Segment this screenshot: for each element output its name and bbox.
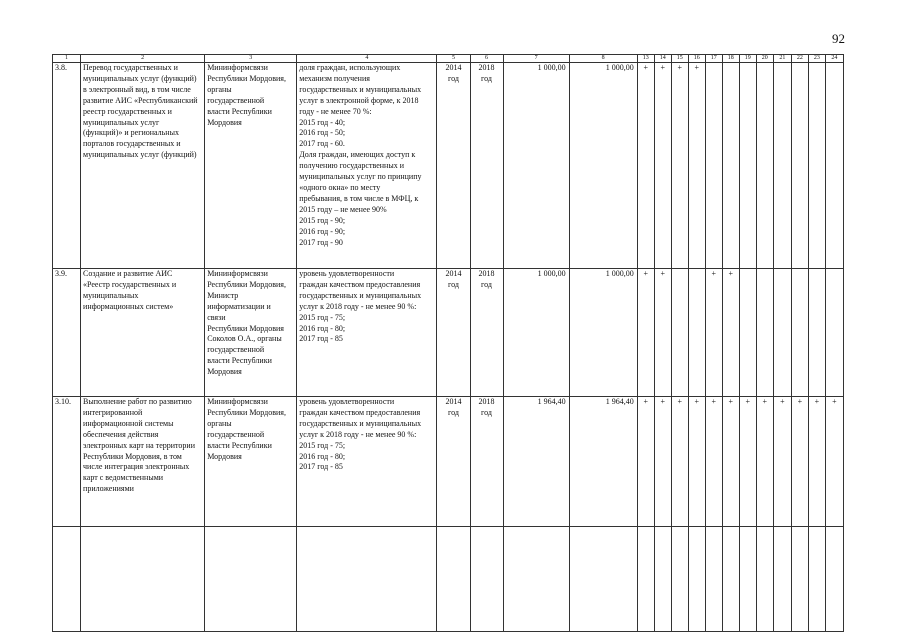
empty-cell — [739, 527, 756, 632]
mark-cell: + — [705, 397, 722, 527]
empty-cell — [437, 527, 470, 632]
text-line: 2015 год - 75; — [299, 440, 346, 450]
mark-cell — [688, 269, 705, 397]
end-year-cell — [470, 269, 503, 397]
mark-cell: + — [722, 269, 739, 397]
text-line: приложениями — [83, 484, 134, 494]
text-line: 2017 год - 85 — [299, 334, 343, 344]
mark-cell — [756, 63, 773, 269]
start-year-cell — [437, 269, 470, 397]
text-line: 2017 год - 60. — [299, 139, 345, 149]
text-line: Выполнение работ по развитию — [83, 397, 192, 406]
header-cell: 8 — [569, 55, 637, 63]
mark-cell: + — [688, 63, 705, 269]
indicator-cell — [297, 397, 437, 527]
text-line: 2016 год - 50; — [299, 128, 346, 138]
mark-cell — [825, 269, 843, 397]
measure-name-cell — [81, 269, 205, 397]
empty-cell — [297, 527, 437, 632]
table-row-empty — [53, 527, 844, 632]
text-line: уровень удовлетворенности — [299, 269, 395, 278]
amount-cell: 1 964,40 — [569, 397, 637, 527]
text-line: году - не менее 70 %: — [299, 106, 372, 116]
mark-cell: + — [705, 269, 722, 397]
start-year-cell — [437, 63, 470, 269]
mark-cell — [722, 63, 739, 269]
text-line: год — [481, 279, 492, 289]
mark-cell — [825, 63, 843, 269]
text-line: доля граждан, использующих — [299, 63, 401, 72]
mark-cell: + — [654, 269, 671, 397]
text-line: 2016 год - 80; — [299, 451, 346, 461]
indicator-cell — [297, 63, 437, 269]
indicator-cell — [297, 269, 437, 397]
mark-cell: + — [637, 63, 654, 269]
header-row — [53, 55, 844, 63]
text-line: услуг в электронной форме, к 2018 — [299, 95, 419, 105]
header-cell: 2 — [81, 55, 205, 63]
mark-cell: + — [671, 63, 688, 269]
executor-cell — [205, 397, 297, 527]
text-line: Республики Мордовия, в том — [83, 451, 182, 461]
mark-cell: + — [722, 397, 739, 527]
text-line: порталов государственных и — [83, 139, 181, 149]
text-line: информационных систем» — [83, 301, 174, 311]
text-line: Республики Мордовия — [207, 323, 284, 333]
header-cell: 24 — [825, 55, 843, 63]
header-cell: 21 — [773, 55, 791, 63]
mark-cell — [773, 63, 791, 269]
empty-cell — [569, 527, 637, 632]
text-line: (функций)» и региональных — [83, 128, 179, 138]
text-line: 2014 — [445, 63, 462, 72]
text-line: государственной — [207, 345, 265, 355]
empty-cell — [756, 527, 773, 632]
text-line: Мининформсвязи — [207, 63, 268, 72]
text-line: год — [448, 73, 459, 83]
header-cell: 14 — [654, 55, 671, 63]
mark-cell: + — [756, 397, 773, 527]
text-line: власти Республики — [207, 106, 272, 116]
empty-cell — [671, 527, 688, 632]
header-cell: 7 — [503, 55, 569, 63]
text-line: в электронный вид, в том числе — [83, 84, 191, 94]
empty-cell — [470, 527, 503, 632]
header-cell: 13 — [637, 55, 654, 63]
text-line: карт с ведомственными — [83, 473, 164, 483]
mark-cell: + — [637, 269, 654, 397]
start-year-cell — [437, 397, 470, 527]
text-line: Доля граждан, имеющих доступ к — [299, 150, 416, 160]
text-line: услуг к 2018 году - не менее 90 %: — [299, 429, 417, 439]
mark-cell: + — [791, 397, 808, 527]
end-year-cell — [470, 397, 503, 527]
mark-cell — [756, 269, 773, 397]
text-line: механизм получения — [299, 73, 370, 83]
text-line: пребывания, в том числе в МФЦ, к — [299, 193, 419, 203]
text-line: муниципальных услуг (функций) — [83, 73, 197, 83]
page-number: 92 — [832, 31, 845, 46]
mark-cell: + — [671, 397, 688, 527]
text-line: граждан качеством предоставления — [299, 279, 421, 289]
text-line: Мордовия — [207, 367, 242, 377]
text-line: Мининформсвязи — [207, 269, 268, 278]
table-row — [53, 63, 844, 269]
text-line: государственной — [207, 429, 265, 439]
text-line: год — [448, 279, 459, 289]
mark-cell — [705, 63, 722, 269]
text-line: Соколов О.А., органы — [207, 334, 282, 344]
row-number: 3.9. — [53, 269, 81, 397]
text-line: 2016 год - 80; — [299, 323, 346, 333]
header-cell: 17 — [705, 55, 722, 63]
text-line: власти Республики — [207, 440, 272, 450]
mark-cell: + — [825, 397, 843, 527]
text-line: Министр — [207, 290, 239, 300]
header-cell: 18 — [722, 55, 739, 63]
text-line: получению государственных и — [299, 161, 404, 171]
text-line: обеспечения действия — [83, 429, 159, 439]
total-amount-cell: 1 000,00 — [503, 63, 569, 269]
text-line: Создание и развитие АИС — [83, 269, 173, 278]
end-year-cell — [470, 63, 503, 269]
text-line: информационной системы — [83, 418, 174, 428]
text-line: связи — [207, 312, 226, 322]
text-line: государственных и муниципальных — [299, 290, 422, 300]
text-line: услуг к 2018 году - не менее 90 %: — [299, 301, 417, 311]
text-line: государственной — [207, 95, 265, 105]
header-cell: 6 — [470, 55, 503, 63]
empty-cell — [808, 527, 825, 632]
text-line: электронных карт на территории — [83, 440, 195, 450]
text-line: государственных и муниципальных — [299, 84, 422, 94]
text-line: 2015 году – не менее 90% — [299, 204, 387, 214]
text-line: 2018 — [478, 269, 495, 278]
empty-cell — [705, 527, 722, 632]
header-cell: 5 — [437, 55, 470, 63]
empty-cell — [81, 527, 205, 632]
header-cell: 1 — [53, 55, 81, 63]
text-line: «Реестр государственных и — [83, 279, 177, 289]
amount-cell: 1 000,00 — [569, 269, 637, 397]
mark-cell: + — [808, 397, 825, 527]
text-line: 2017 год - 90 — [299, 237, 343, 247]
amount-cell: 1 000,00 — [569, 63, 637, 269]
text-line: 2015 год - 75; — [299, 312, 346, 322]
mark-cell: + — [654, 63, 671, 269]
text-line: 2014 — [445, 397, 462, 406]
text-line: муниципальных услуг по принципу — [299, 172, 422, 182]
empty-cell — [722, 527, 739, 632]
text-line: интегрированной — [83, 407, 143, 417]
text-line: 2016 год - 90; — [299, 226, 346, 236]
mark-cell — [808, 63, 825, 269]
row-number: 3.10. — [53, 397, 81, 527]
text-line: 2017 год - 85 — [299, 462, 343, 472]
header-cell: 3 — [205, 55, 297, 63]
header-cell: 22 — [791, 55, 808, 63]
empty-cell — [773, 527, 791, 632]
text-line: год — [481, 407, 492, 417]
text-line: 2018 — [478, 397, 495, 406]
table-row — [53, 269, 844, 397]
mark-cell — [671, 269, 688, 397]
empty-cell — [53, 527, 81, 632]
text-line: 2014 — [445, 269, 462, 278]
measure-name-cell — [81, 397, 205, 527]
text-line: муниципальных услуг — [83, 117, 160, 127]
text-line: Республики Мордовия, — [207, 73, 286, 83]
mark-cell — [773, 269, 791, 397]
mark-cell — [791, 63, 808, 269]
mark-cell — [739, 269, 756, 397]
mark-cell: + — [773, 397, 791, 527]
header-cell: 23 — [808, 55, 825, 63]
text-line: год — [481, 73, 492, 83]
text-line: реестр государственных и — [83, 106, 172, 116]
total-amount-cell: 1 000,00 — [503, 269, 569, 397]
text-line: числе интеграция электронных — [83, 462, 190, 472]
text-line: Перевод государственных и — [83, 63, 178, 72]
text-line: Мордовия — [207, 117, 242, 127]
text-line: Республики Мордовия, — [207, 279, 286, 289]
text-line: 2018 — [478, 63, 495, 72]
mark-cell — [791, 269, 808, 397]
empty-cell — [825, 527, 843, 632]
header-cell: 16 — [688, 55, 705, 63]
measure-name-cell — [81, 63, 205, 269]
header-cell: 19 — [739, 55, 756, 63]
text-line: муниципальных услуг (функций) — [83, 150, 197, 160]
text-line: «одного окна» по месту — [299, 182, 381, 192]
text-line: Мордовия — [207, 451, 242, 461]
row-number: 3.8. — [53, 63, 81, 269]
empty-cell — [205, 527, 297, 632]
mark-cell — [739, 63, 756, 269]
mark-cell: + — [739, 397, 756, 527]
mark-cell — [808, 269, 825, 397]
total-amount-cell: 1 964,40 — [503, 397, 569, 527]
text-line: муниципальных — [83, 290, 139, 300]
empty-cell — [637, 527, 654, 632]
empty-cell — [791, 527, 808, 632]
text-line: органы — [207, 418, 232, 428]
executor-cell — [205, 269, 297, 397]
text-line: Мининформсвязи — [207, 397, 268, 406]
text-line: 2015 год - 90; — [299, 215, 346, 225]
text-line: граждан качеством предоставления — [299, 407, 421, 417]
document-table — [52, 54, 844, 632]
text-line: 2015 год - 40; — [299, 117, 346, 127]
text-line: Республики Мордовия, — [207, 407, 286, 417]
mark-cell: + — [688, 397, 705, 527]
empty-cell — [688, 527, 705, 632]
empty-cell — [503, 527, 569, 632]
empty-cell — [654, 527, 671, 632]
text-line: развитие АИС «Республиканский — [83, 95, 198, 105]
text-line: информатизации и — [207, 301, 271, 311]
header-cell: 20 — [756, 55, 773, 63]
header-cell: 4 — [297, 55, 437, 63]
text-line: уровень удовлетворенности — [299, 397, 395, 406]
mark-cell: + — [654, 397, 671, 527]
text-line: органы — [207, 84, 232, 94]
text-line: государственных и муниципальных — [299, 418, 422, 428]
header-cell: 15 — [671, 55, 688, 63]
text-line: год — [448, 407, 459, 417]
executor-cell — [205, 63, 297, 269]
table-row — [53, 397, 844, 527]
mark-cell: + — [637, 397, 654, 527]
text-line: власти Республики — [207, 356, 272, 366]
